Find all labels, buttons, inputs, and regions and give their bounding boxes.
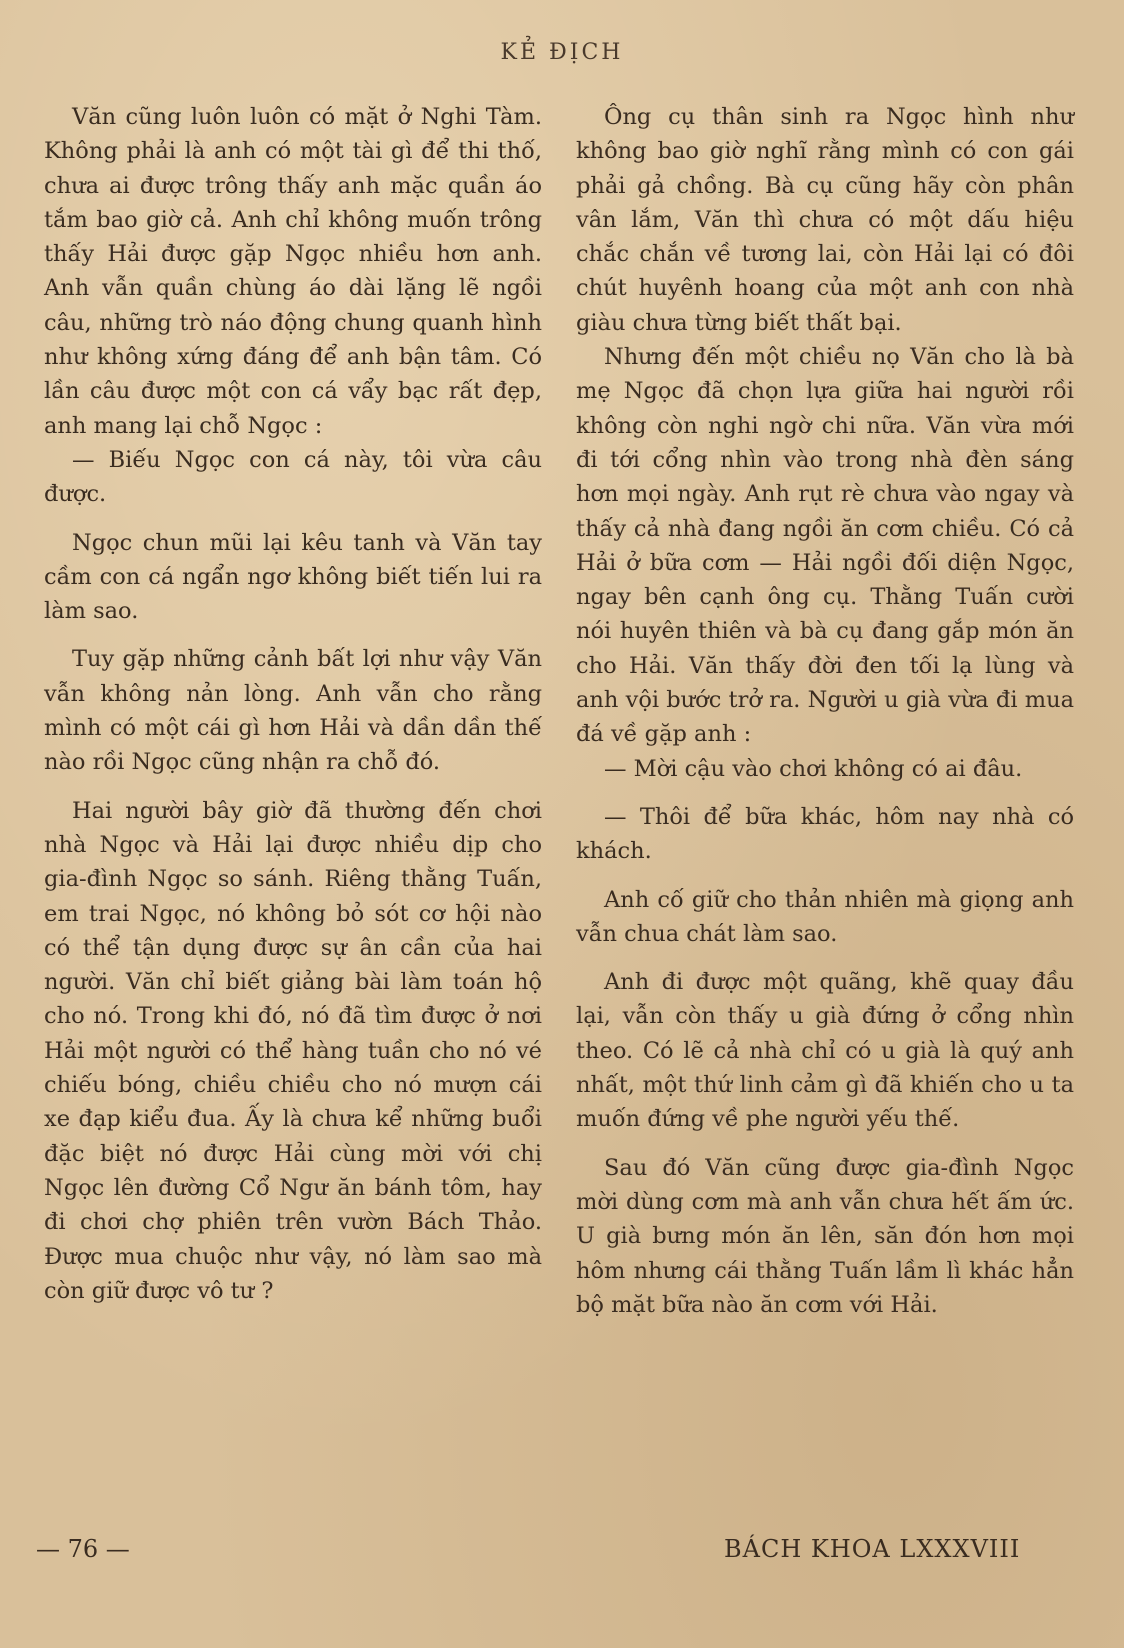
page-number: — 76 —	[36, 1535, 130, 1563]
paragraph: Văn cũng luôn luôn có mặt ở Nghi Tàm. Không phải là anh có một tài gì để thi thố, chưa ai được trông thấy anh mặc quần áo tắm bao giờ cả. Anh chỉ không muốn trông thấy Hải được gặp Ngọc nhiều hơn anh. Anh vẫn quần chùng áo dài lặng lẽ ngồi câu, những trò náo động chung quanh hình như không xứng đáng để anh bận tâm. Có lần câu được một con cá vẩy bạc rất đẹp, anh mang lại chỗ Ngọc :	[44, 104, 542, 439]
right-column	[576, 100, 1074, 1322]
running-title: KẺ ĐỊCH	[500, 40, 624, 65]
paragraph: Ông cụ thân sinh ra Ngọc hình như không bao giờ nghĩ rằng mình có con gái phải gả chồng. Bà cụ cũng hãy còn phân vân lắm, Văn thì chưa có một dấu hiệu chắc chắn về tương lai, còn Hải lại có đôi chút huyênh hoang của một anh con nhà giàu chưa từng biết thất bại.	[576, 104, 1074, 336]
paragraph: Sau đó Văn cũng được gia-đình Ngọc mời dùng cơm mà anh vẫn chưa hết ấm ức. U già bưng món ăn lên, săn đón hơn mọi hôm nhưng cái thằng Tuấn lầm lì khác hẳn bộ mặt bữa nào ăn cơm với Hải.	[576, 1154, 1074, 1318]
paragraph: Anh đi được một quãng, khẽ quay đầu lại, vẫn còn thấy u già đứng ở cổng nhìn theo. Có lẽ cả nhà chỉ có u già là quý anh nhất, một thứ linh cảm gì đã khiến cho u ta muốn đứng về phe người yếu thế.	[576, 969, 1074, 1133]
left-column	[44, 100, 542, 1308]
paragraph: Anh cố giữ cho thản nhiên mà giọng anh vẫn chua chát làm sao.	[576, 886, 1074, 947]
paragraph: Nhưng đến một chiều nọ Văn cho là bà mẹ Ngọc đã chọn lựa giữa hai người rồi không còn nghi ngờ chi nữa. Văn vừa mới đi tới cổng nhìn vào trong nhà đèn sáng hơn mọi ngày. Anh rụt rè chưa vào ngay và thấy cả nhà đang ngồi ăn cơm chiều. Có cả Hải ở bữa cơm — Hải ngồi đối diện Ngọc, ngay bên cạnh ông cụ. Thằng Tuấn cười nói huyên thiên và bà cụ đang gắp món ăn cho Hải. Văn thấy đời đen tối lạ lùng và anh vội bước trở ra. Người u già vừa đi mua đá về gặp anh :	[576, 344, 1074, 748]
paragraph: Hai người bây giờ đã thường đến chơi nhà Ngọc và Hải lại được nhiều dịp cho gia-đình Ngọc so sánh. Riêng thằng Tuấn, em trai Ngọc, nó không bỏ sót cơ hội nào có thể tận dụng được sự ân cần của hai người. Văn chỉ biết giảng bài làm toán hộ cho nó. Trong khi đó, nó đã tìm được ở nơi Hải một người có thể hàng tuần cho nó vé chiếu bóng, chiều chiều cho nó mượn cái xe đạp kiểu đua. Ấy là chưa kể những buổi đặc biệt nó được Hải cùng mời với chị Ngọc lên đường Cổ Ngư ăn bánh tôm, hay đi chơi chợ phiên trên vườn Bách Thảo. Được mua chuộc như vậy, nó làm sao mà còn giữ được vô tư ?	[44, 797, 542, 1304]
paragraph: Tuy gặp những cảnh bất lợi như vậy Văn vẫn không nản lòng. Anh vẫn cho rằng mình có một cái gì hơn Hải và dần dần thế nào rồi Ngọc cũng nhận ra chỗ đó.	[44, 646, 542, 776]
journal-name: BÁCH KHOA LXXXVIII	[724, 1535, 1021, 1563]
paragraph: — Biếu Ngọc con cá này, tôi vừa câu được.	[44, 446, 542, 508]
paragraph: Ngọc chun mũi lại kêu tanh và Văn tay cầm con cá ngẩn ngơ không biết tiến lui ra làm sao.	[44, 529, 542, 625]
paragraph: — Thôi để bữa khác, hôm nay nhà có khách.	[576, 803, 1074, 865]
paragraph: — Mời cậu vào chơi không có ai đâu.	[604, 755, 1023, 782]
